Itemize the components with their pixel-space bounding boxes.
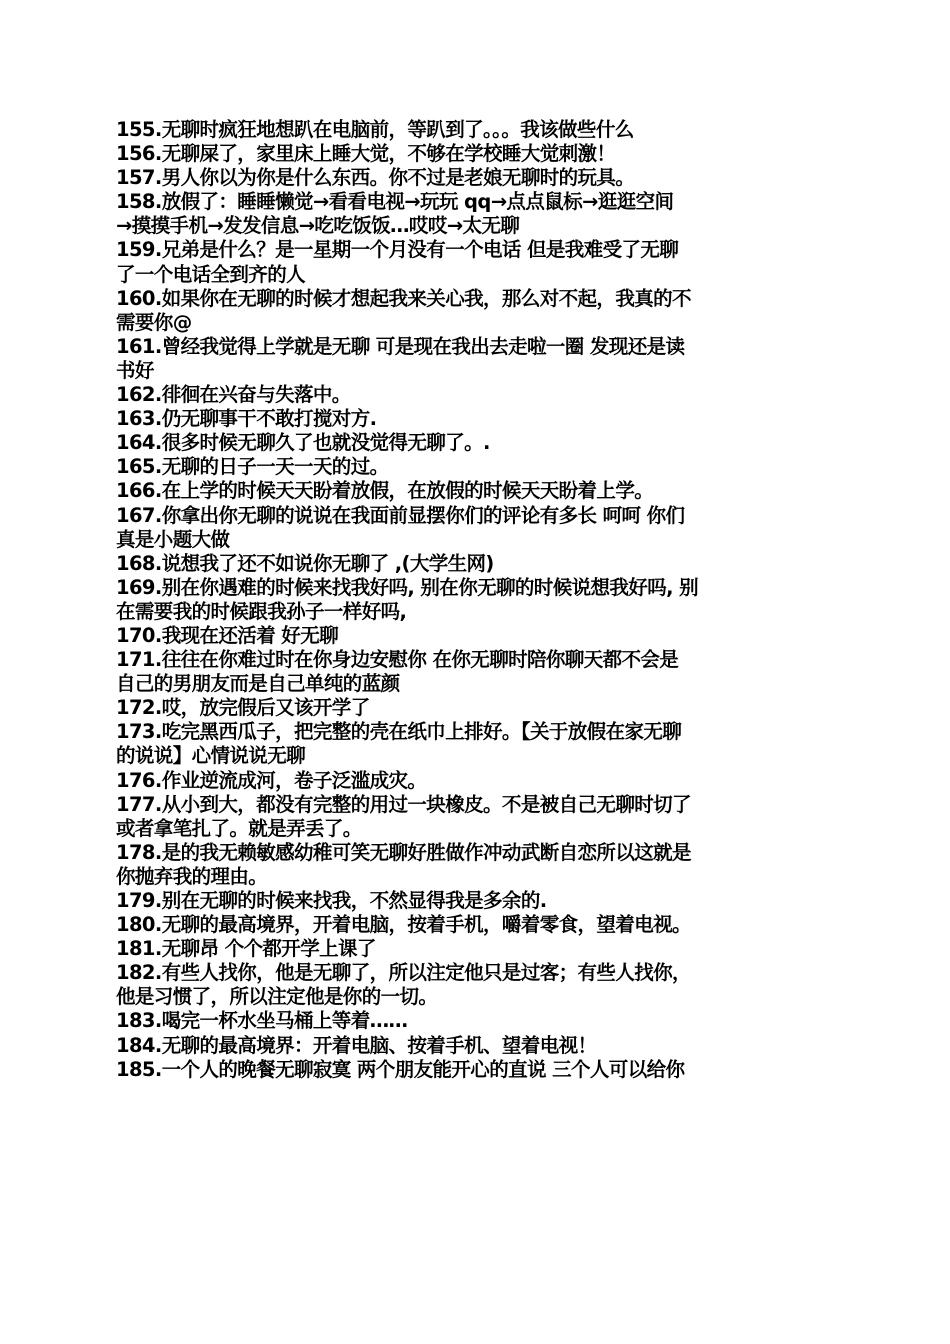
- document-body: [116, 118, 838, 1082]
- text-line: 180.无聊的最高境界，开着电脑，按着手机，嚼着零食，望着电视。: [116, 913, 691, 937]
- text-line: 160.如果你在无聊的时候才想起我来关心我，那么对不起，我真的不: [116, 286, 691, 310]
- text-line: 需要你@: [116, 310, 192, 334]
- text-line: 的说说】心情说说无聊: [116, 744, 306, 768]
- text-line: →摸摸手机→发发信息→吃吃饭饭…哎哎→太无聊: [116, 214, 520, 238]
- text-line: 173.吃完黑西瓜子，把完整的壳在纸巾上排好。【关于放假在家无聊: [116, 720, 682, 744]
- text-line: 你抛弃我的理由。: [116, 864, 268, 888]
- text-line: 185.一个人的晚餐无聊寂寞 两个朋友能开心的直说 三个人可以给你: [116, 1057, 685, 1081]
- text-line: 176.作业逆流成河，卷子泛滥成灾。: [116, 768, 427, 792]
- text-line: 169.别在你遇难的时候来找我好吗, 别在你无聊的时候说想我好吗, 别: [116, 575, 699, 599]
- text-line: 他是习惯了，所以注定他是你的一切。: [116, 985, 438, 1009]
- text-line: 178.是的我无赖敏感幼稚可笑无聊好胜做作冲动武断自恋所以这就是: [116, 840, 691, 864]
- text-line: 了一个电话全到齐的人: [116, 262, 306, 286]
- text-line: 166.在上学的时候天天盼着放假，在放假的时候天天盼着上学。: [116, 479, 654, 503]
- text-line: 164.很多时候无聊久了也就没觉得无聊了。.: [116, 431, 490, 455]
- text-line: 179.别在无聊的时候来找我，不然显得我是多余的.: [116, 889, 547, 912]
- text-line: 163.仍无聊事干不敢打搅对方.: [116, 407, 377, 431]
- text-line: 161.曾经我觉得上学就是无聊 可是现在我出去走啦一圈 发现还是读: [116, 334, 685, 358]
- text-line: 182.有些人找你，他是无聊了，所以注定他只是过客；有些人找你，: [116, 961, 691, 985]
- text-line: 184.无聊的最高境界：开着电脑、按着手机、望着电视！: [116, 1033, 597, 1057]
- text-line: 在需要我的时候跟我孙子一样好吗,: [116, 599, 407, 623]
- text-line: 172.哎，放完假后又该开学了: [116, 696, 370, 720]
- text-line: 或者拿笔扎了。就是弄丢了。: [116, 816, 362, 840]
- text-line: 162.徘徊在兴奋与失落中。: [116, 383, 351, 407]
- text-line: 183.喝完一杯水坐马桶上等着……: [116, 1009, 408, 1033]
- text-line: 真是小题大做: [116, 527, 230, 551]
- text-line: 159.兄弟是什么？是一星期一个月没有一个电话 但是我难受了无聊: [116, 238, 679, 262]
- text-line: 171.往往在你难过时在你身边安慰你 在你无聊时陪你聊天都不会是: [116, 648, 679, 672]
- text-line: 165.无聊的日子一天一天的过。: [116, 455, 389, 479]
- text-line: 156.无聊屎了，家里床上睡大觉，不够在学校睡大觉刺激！: [116, 142, 616, 166]
- text-line: 自己的男朋友而是自己单纯的蓝颜: [116, 672, 400, 696]
- text-line: 157.男人你以为你是什么东西。你不过是老娘无聊时的玩具。: [116, 166, 635, 190]
- text-line: 155.无聊时疯狂地想趴在电脑前，等趴到了。。。我该做些什么: [116, 118, 634, 141]
- text-line: 181.无聊昂 个个都开学上课了: [116, 937, 376, 961]
- text-line: 168.说想我了还不如说你无聊了 ,(大学生网): [116, 551, 494, 575]
- text-line: 书好: [116, 358, 154, 382]
- text-line: 167.你拿出你无聊的说说在我面前显摆你们的评论有多长 呵呵 你们: [116, 503, 685, 527]
- text-line: 177.从小到大，都没有完整的用过一块橡皮。不是被自己无聊时切了: [116, 792, 691, 816]
- text-line: 158.放假了：睡睡懒觉→看看电视→玩玩 qq→点点鼠标→逛逛空间: [116, 190, 674, 214]
- text-line: 170.我现在还活着 好无聊: [116, 623, 339, 647]
